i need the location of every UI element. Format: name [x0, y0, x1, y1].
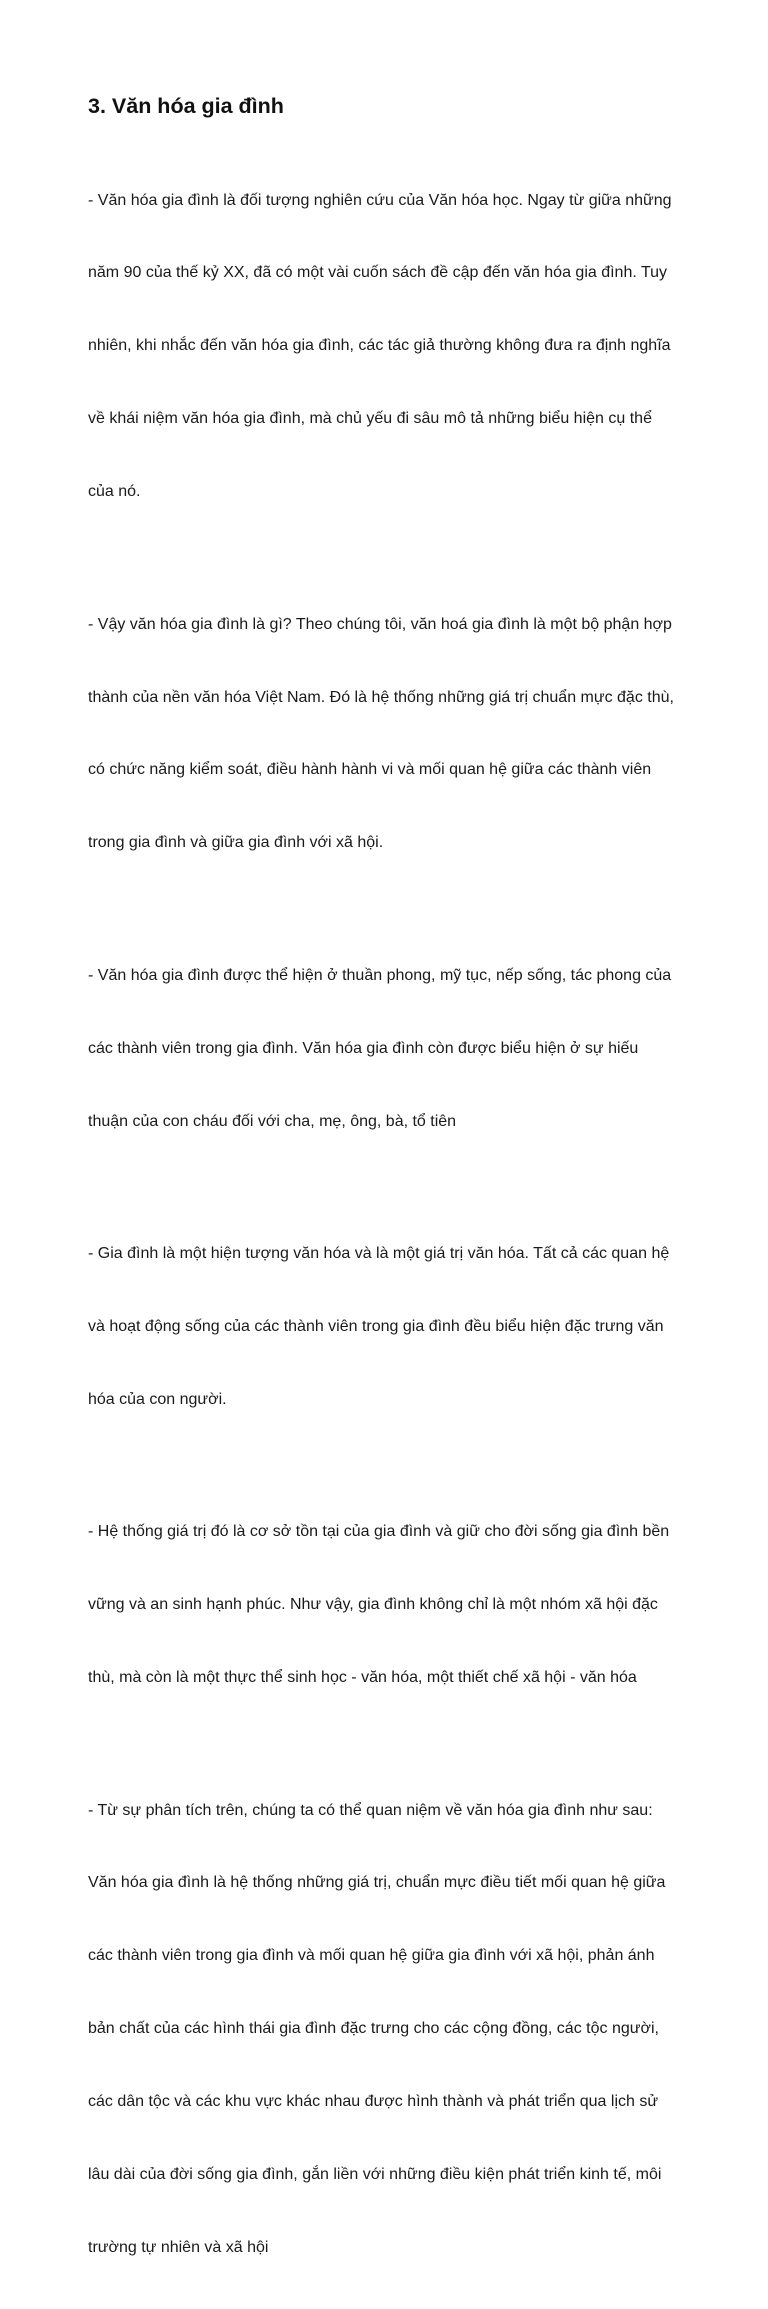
paragraph-line: trong gia đình và giữa gia đình với xã hội. [88, 834, 384, 852]
paragraph-line: hóa của con người. [88, 1390, 227, 1408]
paragraph-line: và hoạt động sống của các thành viên trong gia đình đều biểu hiện đặc trưng văn [88, 1317, 664, 1335]
paragraph-line: năm 90 của thế kỷ XX, đã có một vài cuốn sách đề cập đến văn hóa gia đình. Tuy [88, 264, 668, 282]
paragraph-line: các thành viên trong gia đình. Văn hóa gia đình còn được biểu hiện ở sự hiếu [88, 1039, 639, 1057]
paragraph-line: lâu dài của đời sống gia đình, gắn liền với những điều kiện phát triển kinh tế, môi [88, 2166, 662, 2184]
paragraph-line: - Văn hóa gia đình là đối tượng nghiên cứu của Văn hóa học. Ngay từ giữa những [88, 191, 672, 209]
paragraph-5 [88, 1472, 688, 1739]
paragraph-line: nhiên, khi nhắc đến văn hóa gia đình, các tác giả thường không đưa ra định nghĩa [88, 337, 671, 355]
paragraph-line: về khái niệm văn hóa gia đình, mà chủ yếu đi sâu mô tả những biểu hiện cụ thể [88, 410, 652, 428]
paragraph-line: - Văn hóa gia đình được thể hiện ở thuần phong, mỹ tục, nếp sống, tác phong của [88, 966, 672, 984]
paragraph-line: - Từ sự phân tích trên, chúng ta có thể quan niệm về văn hóa gia đình như sau: [88, 1801, 653, 1819]
paragraph-line: có chức năng kiểm soát, điều hành hành vi và mối quan hệ giữa các thành viên [88, 761, 652, 779]
paragraph-line: bản chất của các hình thái gia đình đặc trưng cho các cộng đồng, các tộc người, [88, 2020, 659, 2038]
paragraph-line: trường tự nhiên và xã hội [88, 2238, 269, 2256]
section-heading: 3. Văn hóa gia đình [88, 94, 284, 118]
paragraph-line: thành của nền văn hóa Việt Nam. Đó là hệ thống những giá trị chuẩn mực đặc thù, [88, 688, 674, 706]
paragraph-4 [88, 1193, 688, 1460]
paragraph-line: thù, mà còn là một thực thể sinh học - văn hóa, một thiết chế xã hội - văn hóa [88, 1669, 637, 1687]
paragraph-3 [88, 915, 688, 1182]
paragraph-line: thuận của con cháu đối với cha, mẹ, ông, bà, tổ tiên [88, 1112, 457, 1130]
paragraph-line: - Hệ thống giá trị đó là cơ sở tồn tại của gia đình và giữ cho đời sống gia đình bền [88, 1523, 670, 1541]
paragraph-line: - Gia đình là một hiện tượng văn hóa và là một giá trị văn hóa. Tất cả các quan hệ [88, 1245, 670, 1263]
paragraph-2 [88, 564, 688, 904]
paragraph-line: các dân tộc và các khu vực khác nhau được hình thành và phát triển qua lịch sử [88, 2093, 659, 2111]
paragraph-line: vững và an sinh hạnh phúc. Như vậy, gia đình không chỉ là một nhóm xã hội đặc [88, 1596, 658, 1614]
paragraph-line: Văn hóa gia đình là hệ thống những giá trị, chuẩn mực điều tiết mối quan hệ giữa [88, 1874, 666, 1892]
paragraph-line: - Vậy văn hóa gia đình là gì? Theo chúng tôi, văn hoá gia đình là một bộ phận hợp [88, 615, 672, 633]
paragraph-line: các thành viên trong gia đình và mối quan hệ giữa gia đình với xã hội, phản ánh [88, 1947, 655, 1965]
paragraph-1 [88, 140, 688, 553]
paragraph-line: của nó. [88, 483, 141, 501]
paragraph-6 [88, 1750, 688, 2309]
